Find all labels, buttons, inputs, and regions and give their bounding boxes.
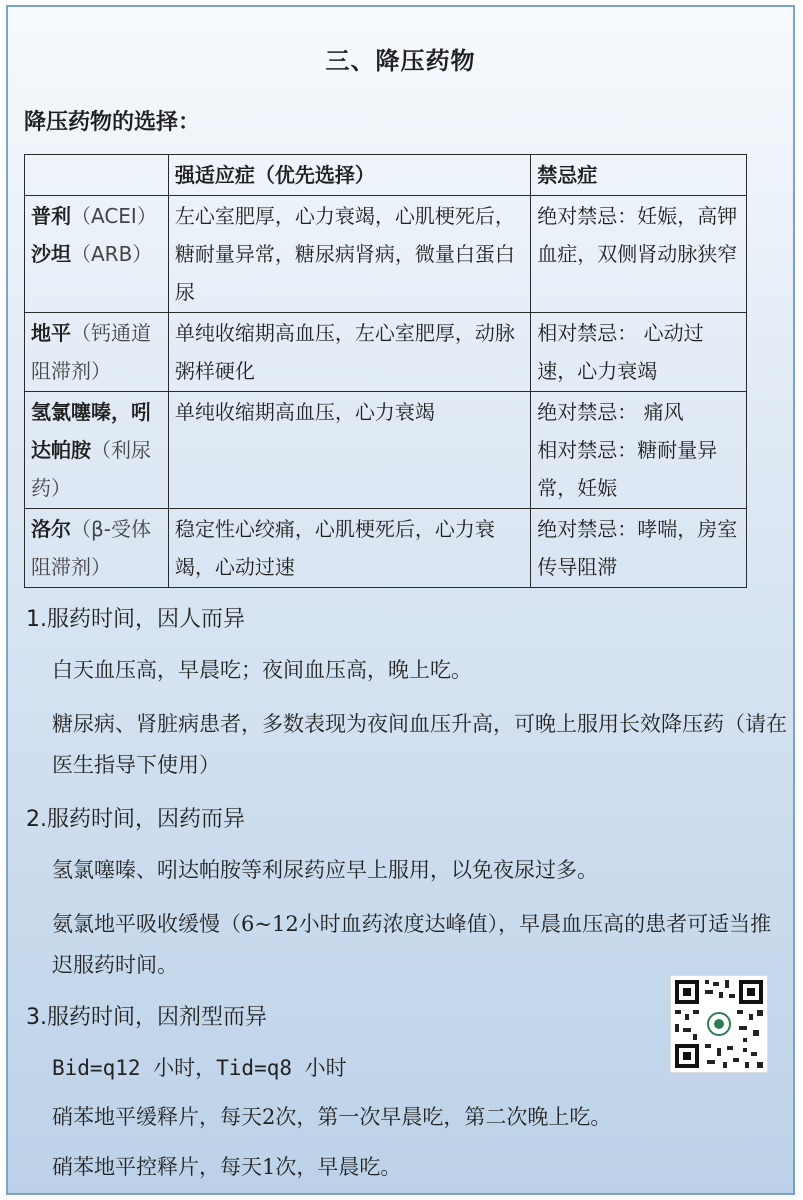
section-paragraph: 氢氯噻嗪、吲达帕胺等利尿药应早上服用，以免夜尿过多。 — [52, 858, 598, 882]
drug-cell — [25, 313, 169, 392]
section-heading: 3.服药时间，因剂型而异 — [26, 1005, 267, 1030]
drug-name: 沙坦 — [31, 242, 71, 266]
document-page — [6, 5, 795, 1195]
indications-cell: 单纯收缩期高血压，左心室肥厚，动脉粥样硬化 — [168, 313, 530, 392]
section-heading: 1.服药时间，因人而异 — [26, 607, 245, 632]
page-title: 三、降压药物 — [325, 47, 476, 75]
table-row — [25, 313, 747, 392]
drug-name: 地平 — [31, 321, 71, 345]
indications-cell: 稳定性心绞痛，心肌梗死后，心力衰竭，心动过速 — [168, 509, 530, 588]
table-row — [25, 392, 747, 509]
drug-name: 普利 — [31, 204, 71, 228]
drug-name: 氢氯噻嗪，吲达帕胺 — [31, 400, 151, 462]
table-header-cell: 禁忌症 — [531, 155, 747, 196]
table-row — [25, 509, 747, 588]
drug-name: 洛尔 — [31, 517, 71, 541]
indications-cell: 单纯收缩期高血压，心力衰竭 — [168, 392, 530, 509]
drug-cell — [25, 392, 169, 509]
qr-code-icon — [670, 975, 768, 1073]
contraindication-line: 相对禁忌：糖耐量异常，妊娠 — [537, 438, 718, 500]
table-header-cell: 强适应症（优先选择） — [168, 155, 530, 196]
table-row — [25, 196, 747, 313]
section-heading: 2.服药时间，因药而异 — [26, 807, 245, 832]
drug-class: （β-受体阻滞剂） — [31, 517, 151, 579]
drug-selection-table — [24, 154, 747, 588]
contraindications-cell — [531, 392, 747, 509]
contraindications-cell: 绝对禁忌：妊娠，高钾血症，双侧肾动脉狭窄 — [531, 196, 747, 313]
drug-class: （ARB） — [71, 242, 153, 266]
contraindications-cell: 绝对禁忌：哮喘，房室传导阻滞 — [531, 509, 747, 588]
drug-cell — [25, 196, 169, 313]
section-paragraph: 糖尿病、肾脏病患者，多数表现为夜间血压升高，可晚上服用长效降压药（请在医生指导下使用） — [52, 712, 787, 777]
section-paragraph: 白天血压高，早晨吃；夜间血压高，晚上吃。 — [52, 658, 472, 682]
drug-class: （ACEI） — [71, 204, 157, 228]
drug-class: （钙通道阻滞剂） — [31, 321, 151, 383]
table-header-row — [25, 155, 747, 196]
drug-cell — [25, 509, 169, 588]
section-paragraph: Bid=q12 小时，Tid=q8 小时 — [52, 1056, 347, 1080]
drug-class: （利尿药） — [31, 438, 151, 500]
qr-code-graphic — [671, 976, 767, 1072]
section-paragraph: 硝苯地平缓释片，每天2次，第一次早晨吃，第二次晚上吃。 — [52, 1105, 612, 1129]
section-subtitle: 降压药物的选择： — [24, 110, 201, 135]
contraindication-line: 绝对禁忌： 痛风 — [537, 400, 684, 424]
section-paragraph: 硝苯地平控释片，每天1次，早晨吃。 — [52, 1155, 402, 1179]
indications-cell: 左心室肥厚，心力衰竭，心肌梗死后， 糖耐量异常，糖尿病肾病，微量白蛋白尿 — [168, 196, 530, 313]
section-paragraph: 氨氯地平吸收缓慢（6~12小时血药浓度达峰值），早晨血压高的患者可适当推迟服药时间。 — [52, 912, 772, 977]
contraindications-cell: 相对禁忌： 心动过速，心力衰竭 — [531, 313, 747, 392]
table-header-cell — [25, 155, 169, 196]
